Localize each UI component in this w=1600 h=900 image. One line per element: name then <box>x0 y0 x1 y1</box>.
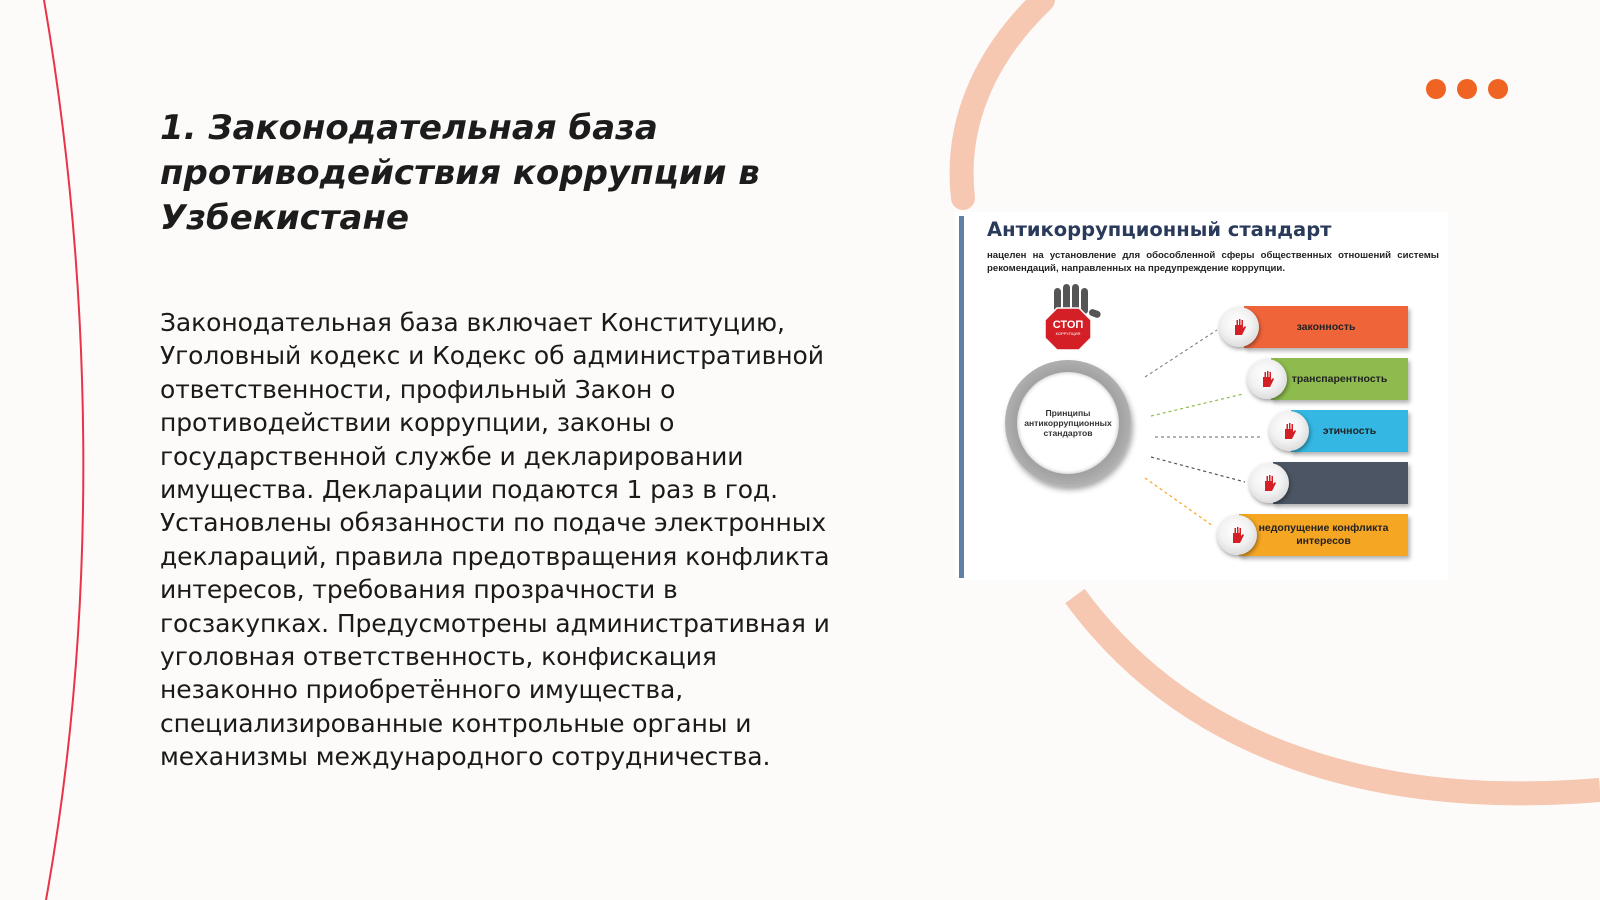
bottom-arc <box>1075 596 1600 793</box>
principle-no-conflict-of-interest <box>1239 514 1408 556</box>
hand-icon <box>1247 359 1287 399</box>
figure-title: Антикоррупционный стандарт <box>987 218 1332 241</box>
hand-icon <box>1217 515 1257 555</box>
slide-title: 1. Законодательная база противодействия коррупции в Узбекистане <box>160 108 760 238</box>
slide-body-text: Законодательная база включает Конституцию, Уголовный кодекс и Кодекс об административной ответственности, профильный Закон о противодействии коррупции, законы о государственной службе и декларировании имущества. Декларации подаются 1 раз в год. Установлены обязанности по подаче электронных деклараций, правила предотвращения конфликта интересов, требования прозрачности в госзакупках. Предусмотрены административная и уголовная ответственность, конфискация незаконно приобретённого имущества, специализированные контрольные органы и механизмы международного сотрудничества. <box>160 308 830 772</box>
dot <box>1488 79 1508 99</box>
three-dots-icon <box>1426 79 1508 99</box>
principles-circle <box>1005 360 1131 486</box>
principle-label: этичность <box>1322 424 1377 437</box>
anticorruption-standard-figure <box>955 212 1448 580</box>
stop-sign-small: КОРРУПЦИЯ <box>1055 331 1081 336</box>
principle-transparency <box>1271 358 1408 400</box>
dot <box>1426 79 1446 99</box>
principle-label: транспарентность <box>1291 372 1388 385</box>
left-curve-line <box>44 0 83 900</box>
hand-icon <box>1269 411 1309 451</box>
stop-sign-word: СТОП <box>1052 319 1084 331</box>
figure-subtitle: нацелен на установление для обособленной сферы общественных отношений системы рекомендаций, направленных на предупреждение коррупции. <box>987 250 1439 274</box>
principle-dark <box>1273 462 1408 504</box>
dot <box>1457 79 1477 99</box>
principle-lawfulness <box>1244 306 1408 348</box>
principle-label: законность <box>1296 320 1356 333</box>
principles-circle-label: Принципы антикоррупционных стандартов <box>1017 372 1119 474</box>
principle-label: недопущение конфликта интересов <box>1258 522 1389 547</box>
hand-icon <box>1219 307 1259 347</box>
stop-hand-icon <box>1039 284 1105 354</box>
top-arc <box>962 0 1043 198</box>
hand-icon <box>1249 463 1289 503</box>
